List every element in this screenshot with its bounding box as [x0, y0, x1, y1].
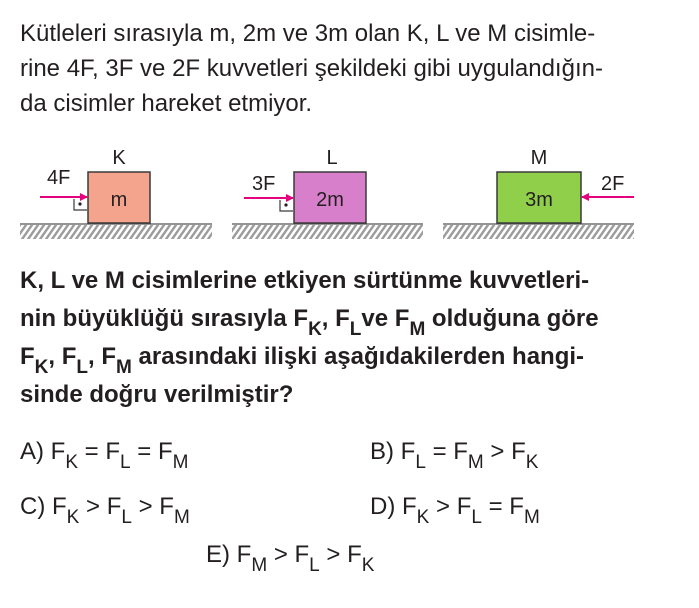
ground-l [232, 224, 423, 239]
block-k-mass: m [110, 189, 128, 211]
option-e[interactable] [206, 541, 375, 576]
option-subscript: L [415, 452, 426, 473]
option-subscript: L [120, 452, 131, 473]
question-line: sinde doğru verilmiştir? [20, 381, 294, 408]
option-text: > F [429, 493, 472, 520]
option-subscript: M [523, 507, 540, 528]
option-text: D) F [370, 493, 417, 520]
option-subscript: M [467, 452, 484, 473]
q-text: olduğuna göre [425, 305, 599, 332]
statement-line: da cisimler hareket etmiyor. [20, 90, 313, 117]
q-text: , F [321, 305, 350, 332]
option-text: > F [319, 541, 362, 568]
option-text: > F [79, 493, 122, 520]
q-text: ve F [361, 305, 410, 332]
force-l-label: 3F [252, 173, 276, 195]
right-angle-mark-icon [74, 199, 87, 210]
subscript: K [34, 357, 49, 378]
q-text: arasındaki ilişki aşağıdakilerden hangi- [131, 343, 585, 370]
block-m [497, 147, 634, 223]
force-k-label: 4F [47, 167, 71, 189]
option-subscript: M [173, 507, 190, 528]
option-text: E) F [206, 541, 252, 568]
q-text: , F [48, 343, 77, 370]
option-text: A) F [20, 438, 66, 465]
option-c[interactable] [20, 493, 190, 528]
q-text: , F [88, 343, 117, 370]
option-text: > F [483, 438, 526, 465]
option-subscript: L [121, 507, 132, 528]
option-subscript: K [65, 452, 79, 473]
ground-k [20, 224, 212, 239]
subscript: L [76, 357, 89, 378]
ground-m [443, 224, 634, 239]
subscript: L [349, 319, 362, 340]
option-subscript: L [309, 555, 320, 576]
option-a[interactable] [20, 438, 189, 473]
option-text: = F [130, 438, 173, 465]
option-subscript: K [525, 452, 539, 473]
q-text: F [20, 343, 35, 370]
option-text: B) F [370, 438, 416, 465]
block-m-mass: 3m [525, 189, 553, 211]
force-m-label: 2F [601, 173, 625, 195]
block-l [244, 147, 366, 223]
option-text: = F [425, 438, 468, 465]
subscript: M [116, 357, 132, 378]
block-l-name: L [326, 147, 338, 169]
option-text: C) F [20, 493, 67, 520]
option-text: > F [131, 493, 174, 520]
option-subscript: M [172, 452, 189, 473]
option-subscript: L [471, 507, 482, 528]
option-b[interactable] [370, 438, 539, 473]
block-l-mass: 2m [316, 189, 344, 211]
option-text: > F [267, 541, 310, 568]
subscript: M [409, 319, 426, 340]
option-text: = F [78, 438, 121, 465]
option-subscript: M [251, 555, 268, 576]
option-d[interactable] [370, 493, 540, 528]
question-line [20, 338, 692, 376]
block-k [40, 147, 150, 223]
problem-statement [20, 16, 692, 121]
block-k-name: K [112, 147, 126, 169]
q-text: nin büyüklüğü sırasıyla F [20, 305, 309, 332]
question-line [20, 300, 692, 338]
right-angle-mark-icon [280, 200, 293, 211]
block-m-name: M [530, 147, 548, 169]
option-text: = F [481, 493, 524, 520]
question-line: K, L ve M cisimlerine etkiyen sürtünme kuvvetleri- [20, 267, 590, 294]
statement-line: Kütleleri sırasıyla m, 2m ve 3m olan K, L ve M cisimle- [20, 20, 596, 47]
blocks-figure [0, 140, 699, 250]
statement-line: rine 4F, 3F ve 2F kuvvetleri şekildeki gibi uygulandığın- [20, 55, 603, 82]
subscript: K [308, 319, 322, 340]
question-text [20, 262, 692, 414]
option-subscript: K [416, 507, 430, 528]
option-subscript: K [361, 555, 375, 576]
option-subscript: K [66, 507, 80, 528]
